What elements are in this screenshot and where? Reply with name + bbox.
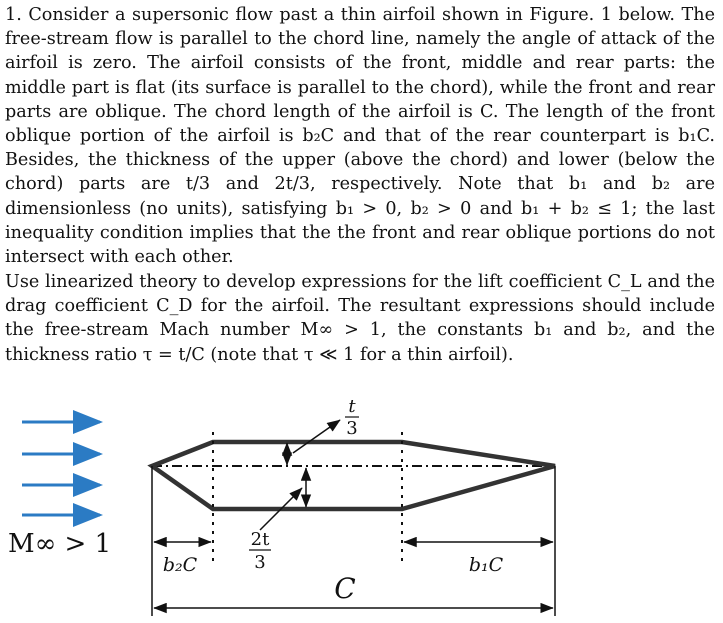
lower-thickness-numerator: 2t xyxy=(250,529,270,550)
freestream-arrows xyxy=(22,422,100,515)
upper-thickness-numerator: t xyxy=(348,396,356,417)
problem-paragraph-2: Use linearized theory to develop expressions for the lift coefficient C_L and the drag coefficient C_D for the airfoil. The resultant expressions should include the free-stream Mach number M∞ > 1, the constants b₁ and b₂, and the thickness ratio τ = t/C (note that τ ≪ 1 for a thin airfoil). xyxy=(5,272,715,365)
airfoil-figure xyxy=(0,380,723,623)
problem-paragraph-1: 1. Consider a supersonic flow past a thin airfoil shown in Figure. 1 below. The free-stream flow is parallel to the chord line, namely the angle of attack of the airfoil is zero. The airfoil consists of the front, middle and rear parts: the middle part is flat (its surface is parallel to the chord), while the front and rear parts are oblique. The chord length of the airfoil is C. The length of the front oblique portion of the airfoil is b₂C and that of the rear counterpart is b₁C. Besides, the thickness of the upper (above the chord) and lower (below the chord) parts are t/3 and 2t/3, respectively. Note that b₁ and b₂ are dimensionless (no units), satisfying b₁ > 0, b₂ > 0 and b₁ + b₂ ≤ 1; the last inequality condition implies that the the front and rear oblique portions do not intersect with each other. xyxy=(5,5,715,268)
upper-thickness-leader xyxy=(293,420,340,453)
rear-length-label: b₁C xyxy=(468,554,504,576)
vertical-guides xyxy=(213,432,402,565)
front-length-label: b₂C xyxy=(162,554,198,576)
chord-length-label: C xyxy=(334,572,356,605)
upper-thickness-denominator: 3 xyxy=(346,418,358,439)
lower-thickness-denominator: 3 xyxy=(254,552,266,573)
mach-number-label: M∞ > 1 xyxy=(8,529,112,559)
